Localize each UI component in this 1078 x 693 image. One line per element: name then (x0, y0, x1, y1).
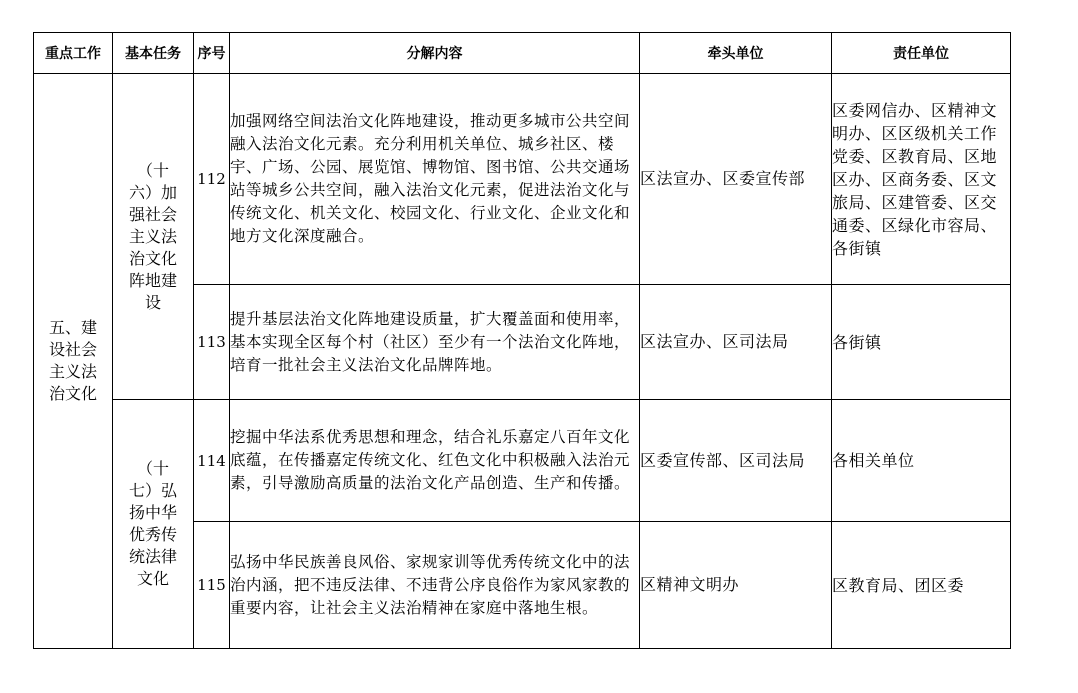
header-resp-unit: 责任单位 (832, 33, 1011, 74)
resp-unit-text: 区教育局、团区委 (832, 575, 965, 595)
content-cell (230, 400, 640, 522)
resp-unit-text: 区委网信办、区精神文明办、区区级机关工作党委、区教育局、区地区办、区商务委、区文旅局、区建管委、区交通委、区绿化市容局、各街镇 (832, 100, 998, 258)
basic-task-cell (113, 74, 194, 400)
resp-unit-text: 各相关单位 (832, 451, 915, 470)
seq-cell: 114 (194, 400, 230, 522)
content-cell (230, 74, 640, 285)
content-cell (230, 285, 640, 400)
resp-unit-cell (832, 400, 1011, 522)
resp-unit-cell (832, 285, 1011, 400)
table-row (34, 400, 1011, 522)
basic-task-text: （十七）弘扬中华优秀传统法律文化 (128, 459, 177, 588)
content-cell (230, 522, 640, 649)
lead-unit-text: 区委宣传部、区司法局 (640, 450, 806, 470)
seq-cell: 113 (194, 285, 230, 400)
resp-unit-cell (832, 74, 1011, 285)
header-seq: 序号 (194, 33, 230, 74)
key-work-cell (34, 74, 113, 649)
content-text: 弘扬中华民族善良风俗、家规家训等优秀传统文化中的法治内涵，把不违反法律、不违背公序良俗作为家风家教的重要内容，让社会主义法治精神在家庭中落地生根。 (230, 552, 631, 617)
header-row (34, 33, 1011, 74)
content-text: 提升基层法治文化阵地建设质量，扩大覆盖面和使用率，基本实现全区每个村（社区）至少有一个法治文化阵地，培育一批社会主义法治文化品牌阵地。 (230, 309, 631, 374)
resp-unit-text: 各街镇 (832, 332, 882, 352)
lead-unit-cell (640, 285, 832, 400)
resp-unit-cell (832, 522, 1011, 649)
basic-task-cell (113, 400, 194, 649)
header-basic-task: 基本任务 (113, 33, 194, 74)
seq-cell: 112 (194, 74, 230, 285)
seq-cell: 115 (194, 522, 230, 649)
key-work-text: 五、建设社会主义法治文化 (48, 318, 97, 403)
header-key-work: 重点工作 (34, 33, 113, 74)
lead-unit-text: 区法宣办、区司法局 (640, 332, 789, 351)
lead-unit-text: 区精神文明办 (640, 575, 740, 594)
lead-unit-cell (640, 400, 832, 522)
lead-unit-cell (640, 522, 832, 649)
content-text: 加强网络空间法治文化阵地建设，推动更多城市公共空间融入法治文化元素。充分利用机关单位、城乡社区、楼宇、广场、公园、展览馆、博物馆、图书馆、公共交通场站等城乡公共空间，融入法治文化元素，促进法治文化与传统文化、机关文化、校园文化、行业文化、企业文化和地方文化深度融合。 (230, 112, 631, 245)
basic-task-text: （十六）加强社会主义法治文化阵地建设 (128, 160, 177, 312)
task-table (33, 32, 1011, 649)
header-content: 分解内容 (230, 33, 640, 74)
lead-unit-text: 区法宣办、区委宣传部 (640, 169, 806, 188)
header-lead-unit: 牵头单位 (640, 33, 832, 74)
table-row (34, 74, 1011, 285)
content-text: 挖掘中华法系优秀思想和理念，结合礼乐嘉定八百年文化底蕴，在传播嘉定传统文化、红色文化中积极融入法治元素，引导激励高质量的法治文化产品创造、生产和传播。 (230, 428, 631, 492)
lead-unit-cell (640, 74, 832, 285)
